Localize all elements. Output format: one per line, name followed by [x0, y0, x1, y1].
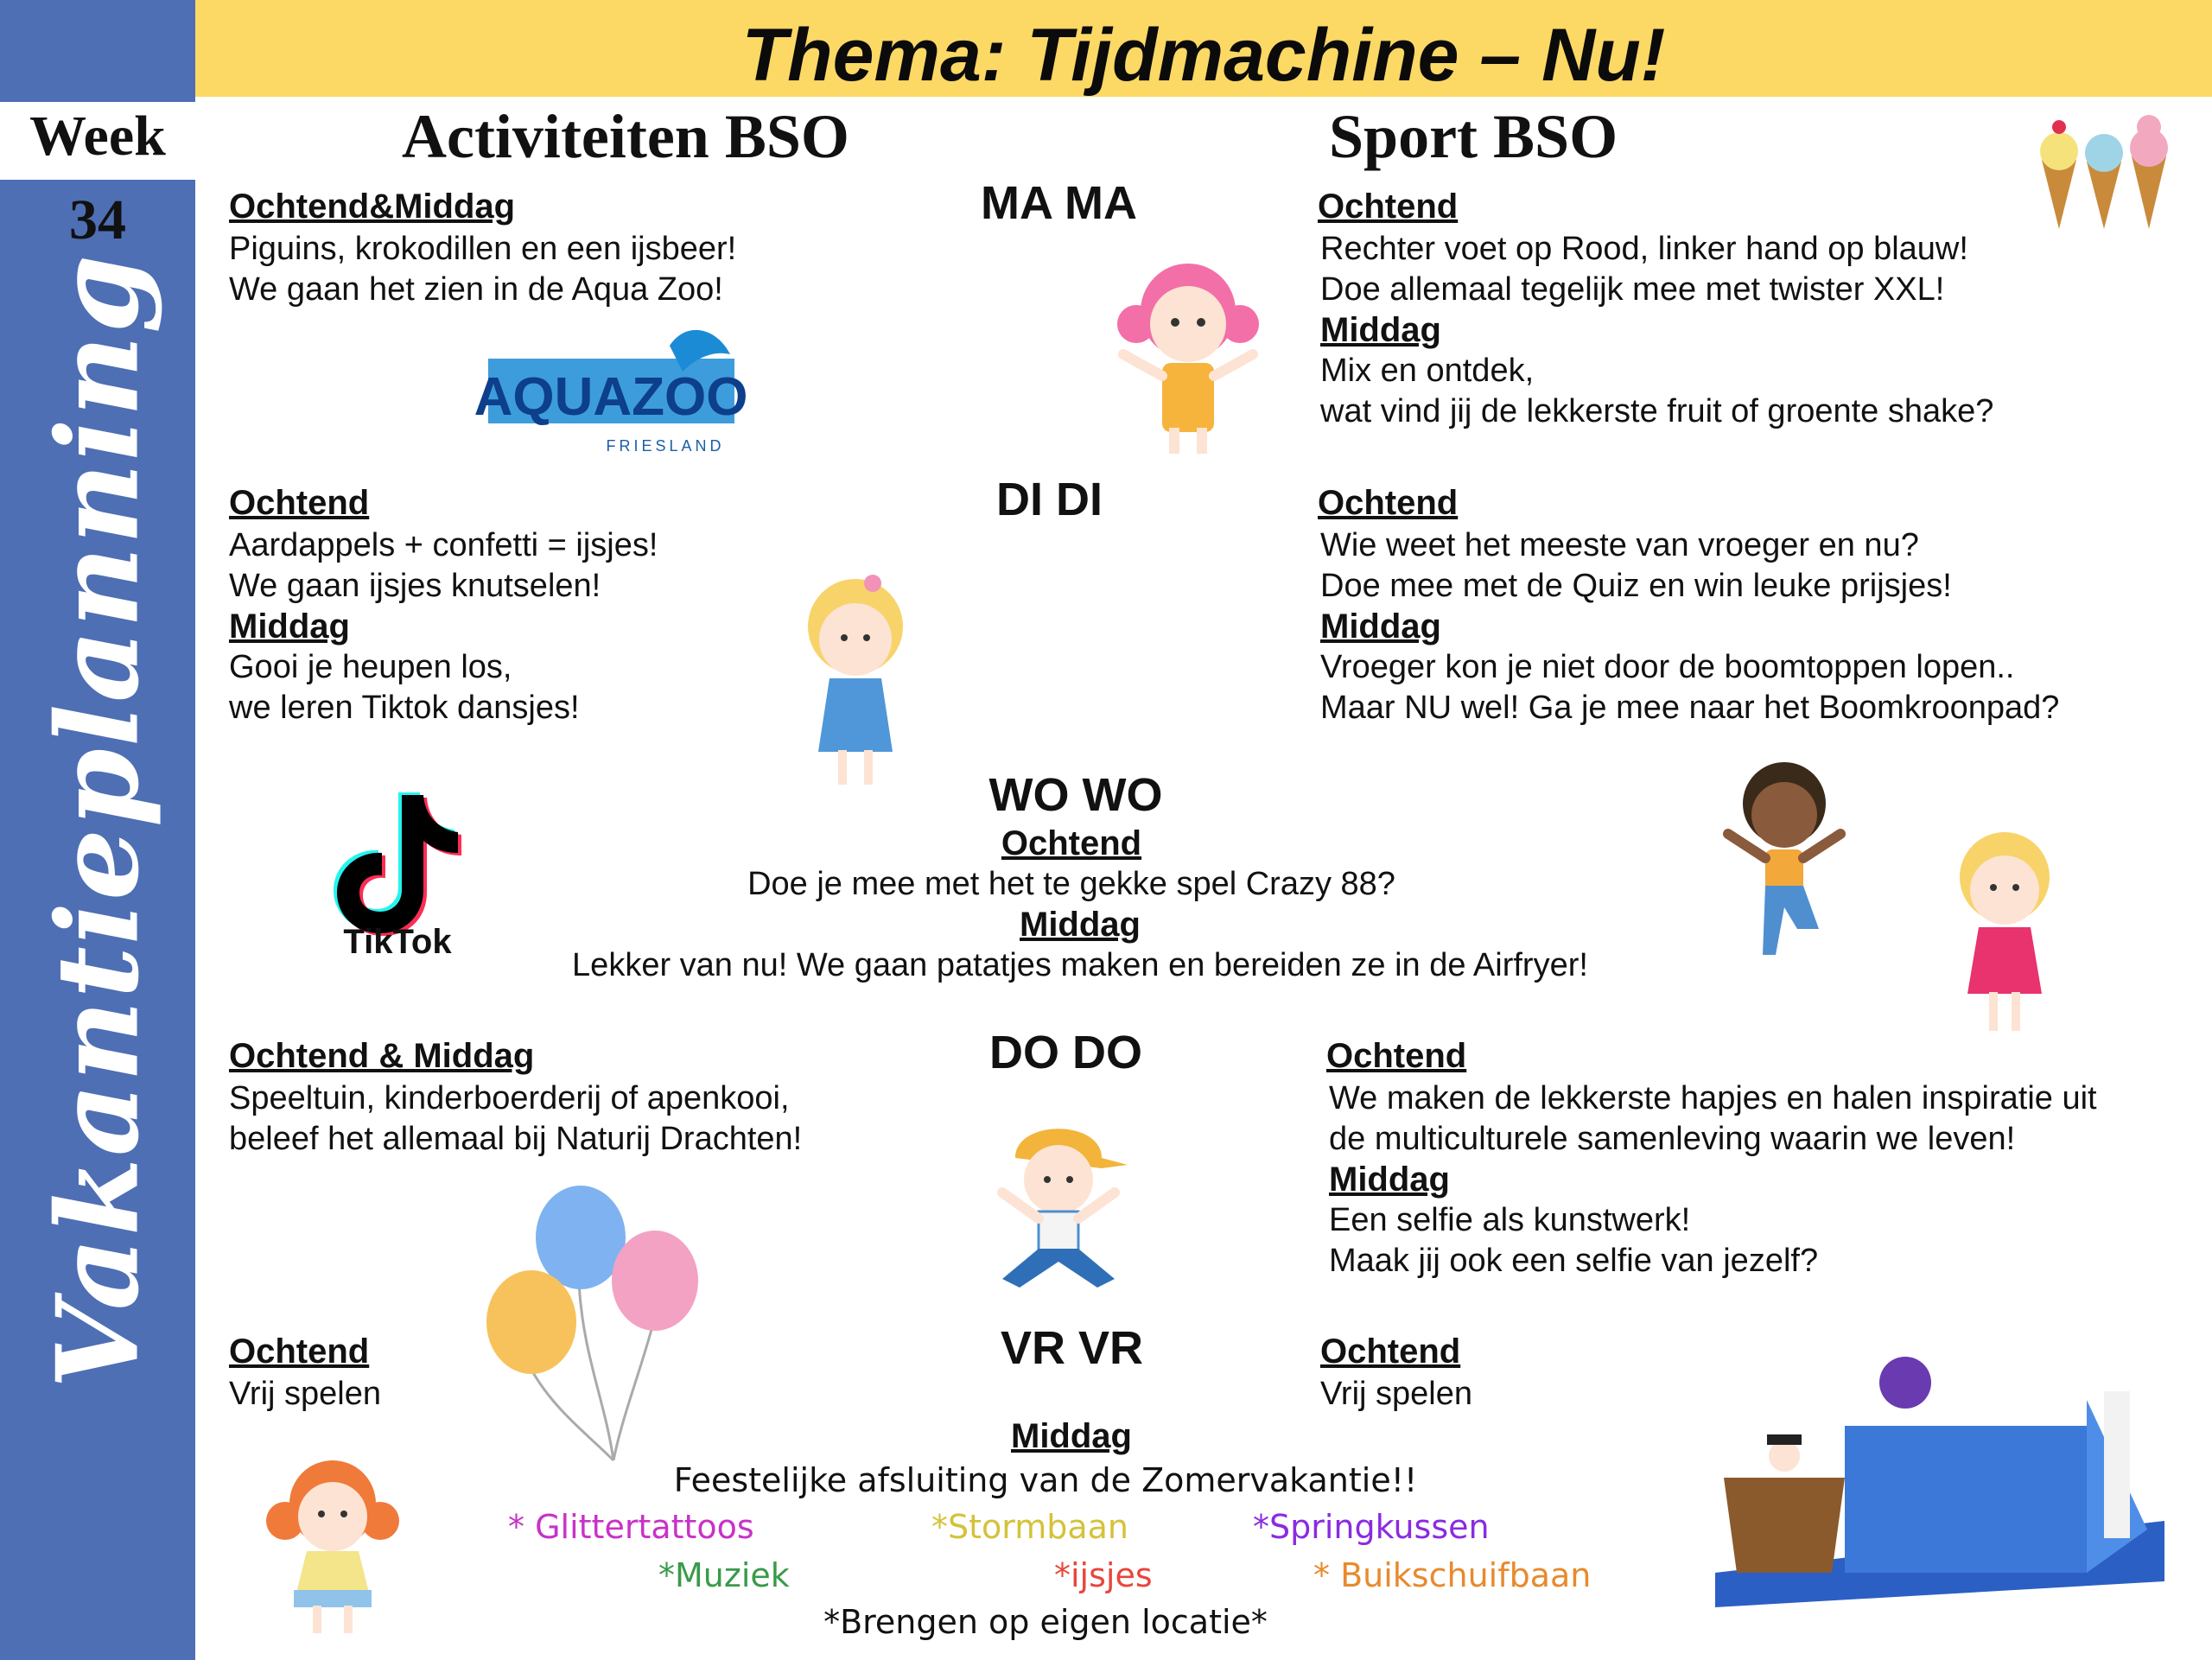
di-left-label-1: Ochtend	[229, 484, 370, 522]
vertical-title: Vakantieplanning	[31, 252, 164, 1390]
do-right-label-2: Middag	[1329, 1161, 1450, 1199]
di-left-line-4: we leren Tiktok dansjes!	[229, 690, 580, 726]
day-label-di: DI DI	[996, 474, 1103, 525]
do-right-line-3: Een selfie als kunstwerk!	[1329, 1202, 1691, 1238]
aquazoo-subtitle: FRIESLAND	[606, 437, 725, 455]
aquazoo-logo	[474, 320, 748, 467]
ma-right-line-1: Rechter voet op Rood, linker hand op blauw!	[1320, 231, 1968, 267]
vr-middag-line: Feestelijke afsluiting van de Zomervakantie!!	[673, 1461, 1418, 1499]
do-right-line-2: de multiculturele samenleving waarin we leven!	[1329, 1121, 2016, 1157]
vr-middag-label: Middag	[1011, 1417, 1132, 1455]
do-right-line-4: Maak jij ook een selfie van jezelf?	[1329, 1243, 1819, 1279]
di-right-line-4: Maar NU wel! Ga je mee naar het Boomkroonpad?	[1320, 690, 2060, 726]
option-glittertattoos: * Glittertattoos	[508, 1508, 754, 1546]
di-right-line-3: Vroeger kon je niet door de boomtoppen lopen..	[1320, 649, 2015, 685]
do-right-line-1: We maken de lekkerste hapjes en halen inspiratie uit	[1329, 1080, 2097, 1116]
option-stormbaan: *Stormbaan	[931, 1508, 1129, 1546]
ma-right-label-2: Middag	[1320, 311, 1441, 349]
wo-line-1: Doe je mee met het te gekke spel Crazy 88?	[747, 866, 1395, 902]
child-illustration-jumping-boy	[1715, 756, 1853, 964]
di-right-line-2: Doe mee met de Quiz en win leuke prijsjes!	[1320, 568, 1952, 604]
wo-label-1: Ochtend	[1001, 824, 1142, 862]
ma-right-line-3: Mix en ontdek,	[1320, 353, 1535, 389]
option-ijsjes: *ijsjes	[1054, 1556, 1153, 1594]
child-illustration-red-hair	[259, 1452, 406, 1642]
vr-right-line: Vrij spelen	[1320, 1376, 1473, 1412]
vr-left-line: Vrij spelen	[229, 1376, 382, 1412]
di-left-label-2: Middag	[229, 607, 350, 646]
ma-left-line-1: Piguins, krokodillen en een ijsbeer!	[229, 231, 737, 267]
ma-right-line-2: Doe allemaal tegelijk mee met twister XXL!	[1320, 271, 1945, 308]
ma-right-label-1: Ochtend	[1318, 188, 1459, 226]
child-illustration-blue-dress	[791, 570, 920, 795]
tiktok-wordmark: TikTok	[343, 923, 452, 961]
balloons-icon	[484, 1184, 709, 1469]
child-illustration-cap-boy	[994, 1115, 1132, 1296]
vr-left-label: Ochtend	[229, 1332, 370, 1371]
day-label-wo: WO WO	[988, 769, 1163, 821]
column-title-activiteiten: Activiteiten BSO	[402, 102, 849, 171]
vr-footer: *Brengen op eigen locatie*	[823, 1603, 1268, 1641]
ma-left-line-2: We gaan het zien in de Aqua Zoo!	[229, 271, 723, 308]
do-left-label: Ochtend & Middag	[229, 1037, 535, 1075]
column-title-sport: Sport BSO	[1329, 102, 1618, 171]
ma-right-line-4: wat vind jij de lekkerste fruit of groente shake?	[1320, 393, 1994, 429]
day-label-ma: MA MA	[981, 177, 1137, 229]
di-left-line-2: We gaan ijsjes knutselen!	[229, 568, 601, 604]
child-illustration-pink-dress	[1940, 825, 2069, 1041]
page-title: Thema: Tijdmachine – Nu!	[741, 14, 1666, 97]
bouncy-castle-illustration	[1715, 1331, 2164, 1607]
di-left-line-1: Aardappels + confetti = ijsjes!	[229, 527, 658, 563]
aquazoo-wordmark: AQUAZOO	[474, 367, 748, 427]
child-illustration-pink-hair	[1110, 255, 1266, 462]
vr-right-label: Ochtend	[1320, 1332, 1461, 1371]
ice-cream-icon	[2035, 108, 2182, 238]
ma-left-label: Ochtend&Middag	[229, 188, 516, 226]
day-label-do: DO DO	[989, 1027, 1143, 1078]
week-number: 34	[69, 188, 126, 251]
option-buikschuifbaan: * Buikschuifbaan	[1313, 1556, 1592, 1594]
di-right-label-2: Middag	[1320, 607, 1441, 646]
do-left-line-2: beleef het allemaal bij Naturij Drachten!	[229, 1121, 803, 1157]
di-left-line-3: Gooi je heupen los,	[229, 649, 512, 685]
week-label: Week	[29, 105, 166, 168]
do-right-label-1: Ochtend	[1326, 1037, 1467, 1075]
do-left-line-1: Speeltuin, kinderboerderij of apenkooi,	[229, 1080, 790, 1116]
di-right-label-1: Ochtend	[1318, 484, 1459, 522]
day-label-vr: VR VR	[1001, 1322, 1144, 1374]
wo-line-2: Lekker van nu! We gaan patatjes maken en bereiden ze in de Airfryer!	[572, 947, 1588, 983]
option-muziek: *Muziek	[658, 1556, 790, 1594]
option-springkussen: *Springkussen	[1253, 1508, 1490, 1546]
di-right-line-1: Wie weet het meeste van vroeger en nu?	[1320, 527, 1919, 563]
wo-label-2: Middag	[1020, 906, 1141, 944]
